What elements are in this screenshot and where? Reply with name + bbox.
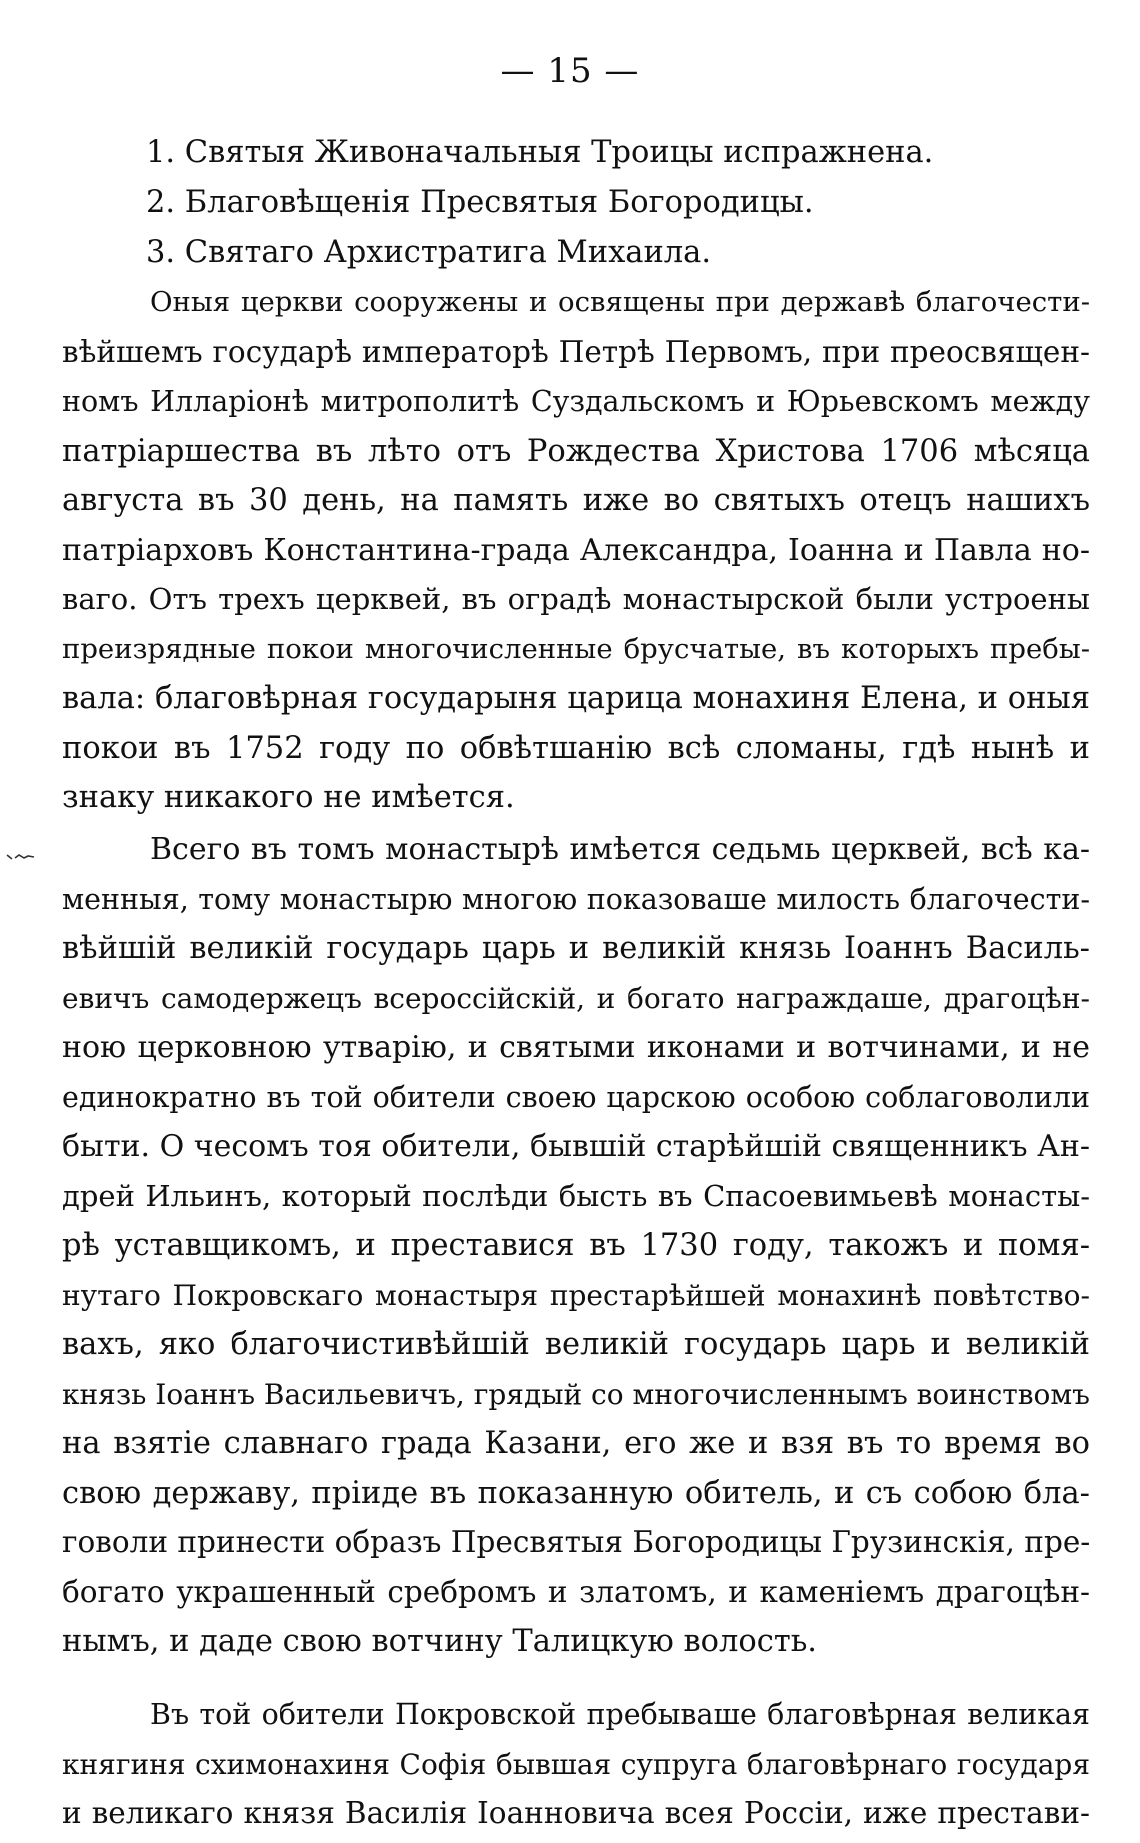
text-line: и великаго князя Василія Іоанновича всея Россіи, иже престави- xyxy=(62,1796,1090,1830)
list-item: 1. Святыя Живоначальныя Троицы испражнена. xyxy=(146,135,934,170)
text-line: вѣйшій великій государь царь и великій князь Іоаннъ Василь- xyxy=(62,931,1090,966)
text-line: рѣ уставщикомъ, и преставися въ 1730 году, такожъ и помя- xyxy=(62,1228,1090,1263)
paragraph-churches-consecration xyxy=(62,278,1090,823)
church-list xyxy=(146,128,1086,278)
text-line: богато украшенный сребромъ и златомъ, и каменіемъ драгоцѣн- xyxy=(62,1574,1090,1609)
text-line: на взятіе славнаго града Казани, его же и взя въ то время во xyxy=(62,1426,1090,1461)
text-line: княгиня схимонахиня Софія бывшая супруга благовѣрнаго государя xyxy=(62,1747,1090,1781)
text-line: евичъ самодержецъ всероссійскій, и богато награждаше, драгоцѣн- xyxy=(62,981,1090,1015)
text-line: вѣйшемъ государѣ императорѣ Петрѣ Первомъ, при преосвящен- xyxy=(62,334,1090,369)
text-line: вахъ, яко благочистивѣйшій великій государь царь и великій xyxy=(62,1327,1090,1362)
text-line: единократно въ той обители своею царскою особою соблаговолили xyxy=(62,1080,1090,1114)
paragraph-princess-sofia xyxy=(62,1690,1090,1839)
text-line: князь Іоаннъ Васильевичъ, грядый со многочисленнымъ воинствомъ xyxy=(62,1377,1090,1411)
list-item: 3. Святаго Архистратига Михаила. xyxy=(146,235,712,270)
text-line: номъ Илларіонѣ митрополитѣ Суздальскомъ и Юрьевскомъ между xyxy=(62,385,1090,418)
text-line: ною церковною утварію, и святыми иконами и вотчинами, и не xyxy=(62,1030,1090,1065)
text-line: свою державу, пріиде въ показанную обитель, и съ собою бла- xyxy=(62,1475,1090,1511)
text-line: нутаго Покровскаго монастыря престарѣйшей монахинѣ повѣтство- xyxy=(62,1278,1090,1312)
text-line: преизрядные покои многочисленные брусчатые, въ которыхъ пребы- xyxy=(62,632,1090,665)
list-item: 2. Благовѣщенія Пресвятыя Богородицы. xyxy=(146,185,814,220)
text-line: менныя, тому монастырю многою показоваше милость благочести- xyxy=(62,882,1090,916)
text-line: Всего въ томъ монастырѣ имѣется седьмь церквей, всѣ ка- xyxy=(150,832,1090,867)
text-line: покои въ 1752 году по обвѣтшанію всѣ сломаны, гдѣ нынѣ и xyxy=(62,730,1090,766)
text-line: дрей Ильинъ, который послѣди бысть въ Спасоевимьевѣ монасты- xyxy=(62,1178,1090,1213)
margin-mark-icon xyxy=(6,852,36,862)
page-number: — 15 — xyxy=(500,51,640,91)
paragraph-seven-churches xyxy=(62,825,1090,1667)
text-line: знаку никакого не имѣется. xyxy=(62,780,515,815)
text-line: нымъ, и даде свою вотчину Талицкую волость. xyxy=(62,1624,817,1659)
text-line: августа въ 30 день, на память иже во святыхъ отецъ нашихъ xyxy=(62,483,1090,518)
text-line: быти. О чесомъ тоя обители, бывшій старѣйшій священникъ Ан- xyxy=(62,1129,1090,1164)
text-line: патріаршества въ лѣто отъ Рождества Христова 1706 мѣсяца xyxy=(62,433,1090,469)
text-line: Оныя церкви сооружены и освящены при державѣ благочести- xyxy=(150,286,1090,318)
text-line: говоли принести образъ Пресвятыя Богородицы Грузинскія, пре- xyxy=(62,1525,1090,1559)
text-line: ваго. Отъ трехъ церквей, въ оградѣ монастырской были устроены xyxy=(62,582,1090,616)
text-line: патріарховъ Константина-града Александра, Іоанна и Павла но- xyxy=(62,532,1090,568)
text-line: Въ той обители Покровской пребываше благовѣрная великая xyxy=(150,1698,1090,1731)
text-line: вала: благовѣрная государыня царица монахиня Елена, и оныя xyxy=(62,681,1090,716)
